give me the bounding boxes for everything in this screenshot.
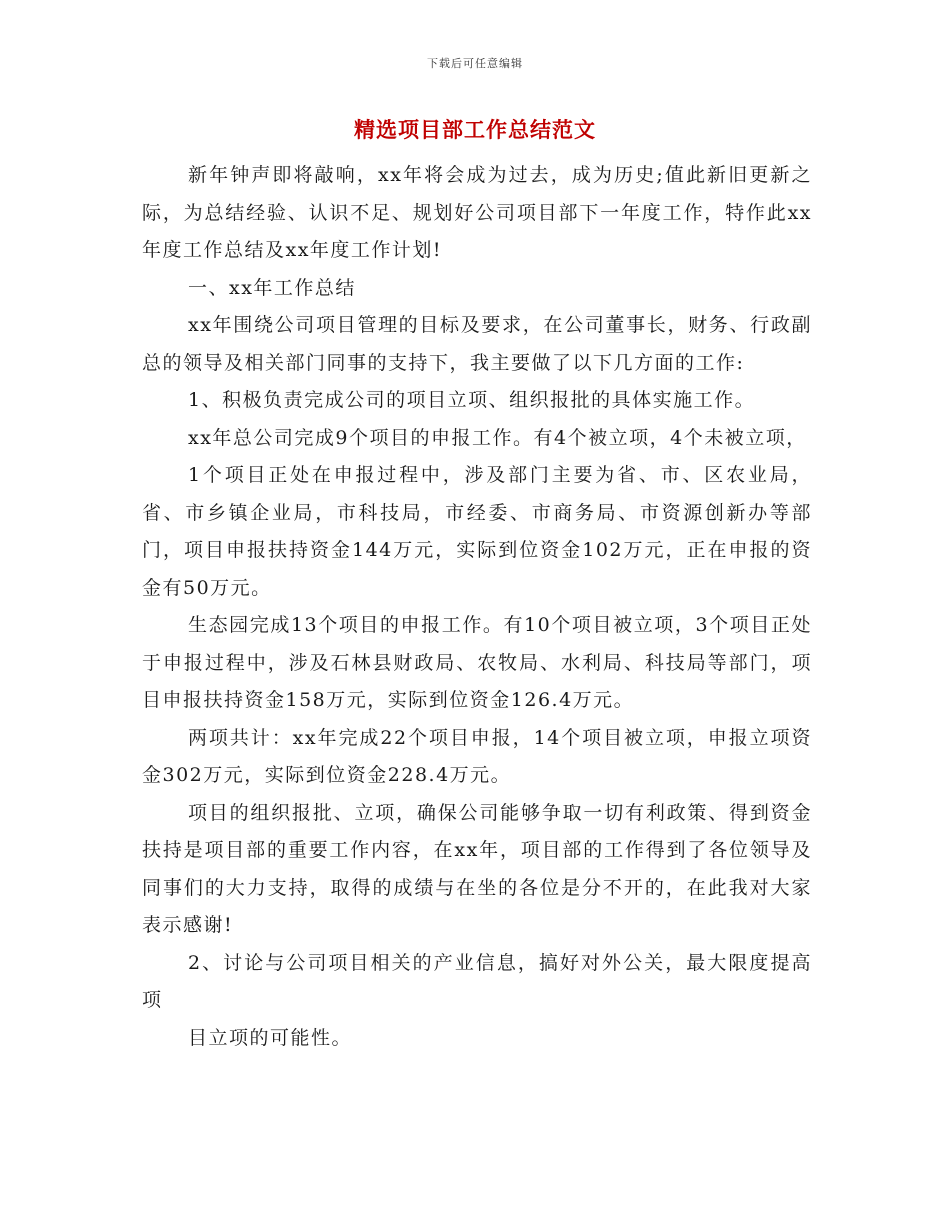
paragraph-intro: 新年钟声即将敲响，xx年将会成为过去，成为历史;值此新旧更新之际，为总结经验、认识不足、规划好公司项目部下一年度工作，特作此xx年度工作总结及xx年度工作计划! bbox=[142, 164, 812, 261]
header-note: 下载后可任意编辑 bbox=[427, 57, 523, 70]
paragraph-item-2: 2、讨论与公司项目相关的产业信息，搞好对外公关，最大限度提高项 bbox=[142, 951, 812, 1011]
paragraph-thanks: 项目的组织报批、立项，确保公司能够争取一切有利政策、得到资金扶持是项目部的重要工作内容，在xx年，项目部的工作得到了各位领导及同事们的大力支持，取得的成绩与在坐的各位是分不开的，在此我对大家表示感谢! bbox=[142, 801, 812, 936]
paragraph-eco-park: 生态园完成13个项目的申报工作。有10个项目被立项，3个项目正处于申报过程中，涉及石林县财政局、农牧局、水利局、科技局等部门，项目申报扶持资金158万元，实际到位资金126.4万元。 bbox=[142, 614, 812, 711]
section-heading: 一、xx年工作总结 bbox=[188, 276, 356, 299]
paragraph-item-1: 1、积极负责完成公司的项目立项、组织报批的具体实施工作。 bbox=[188, 389, 756, 411]
paragraph-overview: xx年围绕公司项目管理的目标及要求，在公司董事长，财务、行政副总的领导及相关部门同事的支持下，我主要做了以下几方面的工作: bbox=[142, 314, 812, 374]
paragraph-totals: 两项共计：xx年完成22个项目申报，14个项目被立项，申报立项资金302万元，实际到位资金228.4万元。 bbox=[142, 726, 812, 786]
paragraph-company-details: 1个项目正处在申报过程中，涉及部门主要为省、市、区农业局，省、市乡镇企业局，市科技局，市经委、市商务局、市资源创新办等部门，项目申报扶持资金144万元，实际到位资金102万元，正在申报的资金有50万元。 bbox=[142, 464, 812, 599]
paragraph-item-2-continued: 目立项的可能性。 bbox=[188, 1026, 353, 1049]
document-title: 精选项目部工作总结范文 bbox=[354, 117, 596, 142]
paragraph-company-projects: xx年总公司完成9个项目的申报工作。有4个被立项，4个未被立项， bbox=[188, 426, 807, 449]
document-body bbox=[142, 157, 812, 1057]
